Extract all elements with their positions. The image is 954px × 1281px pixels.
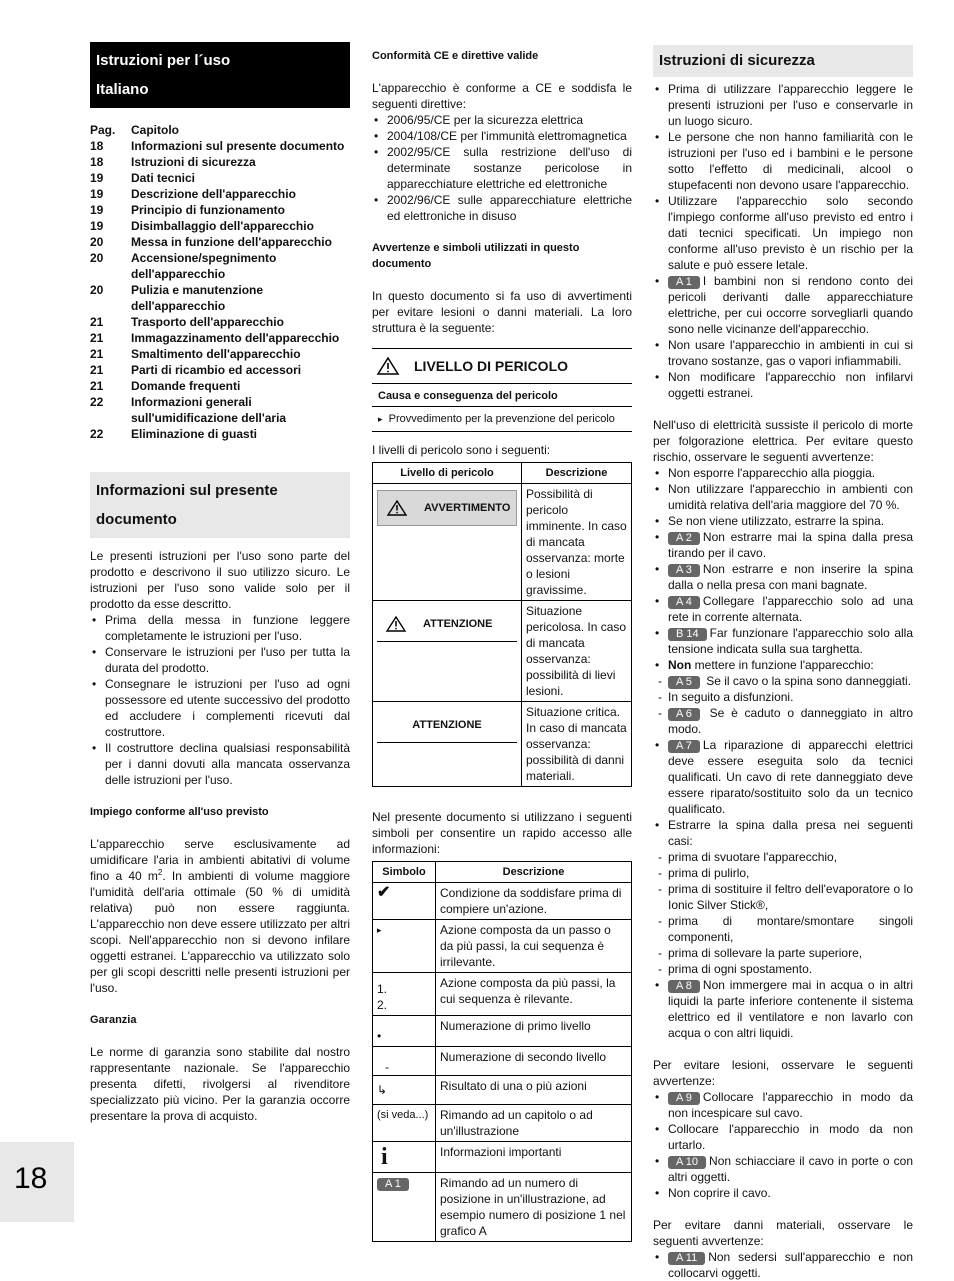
table-header-row [373,862,632,883]
toc-chapter: Domande frequenti [131,379,241,393]
table-row [373,601,632,702]
warnings-title: Avvertenze e simboli utilizzati in questo documento [372,242,580,270]
toc-page: 19 [90,171,104,185]
list-item: • A 3 Non estrarre e non inserire la spina dalla o nella presa con mani bagnate. [653,561,913,593]
toc-header [90,122,350,138]
sub-item: - prima di pulirlo, [658,865,913,881]
info-bullets [90,612,350,788]
column-left [90,42,350,1124]
toc-row [90,202,350,218]
table-row: (si veda...) Rimando ad un capitolo o ad un'illustrazione [373,1105,632,1142]
level-badge-notice: ATTENZIONE [377,708,517,743]
action-arrow-icon: ▸ [378,414,383,424]
toc-page: 21 [90,379,104,393]
list-item: • Non usare l'apparecchio in ambienti in cui si trovano sostanze, gas o vapori infiammabili. [653,337,913,369]
list-item: • A 1 I bambini non si rendono conto dei pericoli derivanti dalle apparecchiature elettriche, per cui occorre sorvegliarli quando sono nelle vicinanze dell'apparecchio. [653,273,913,337]
danger-measure: ▸ Provvedimento per la prevenzione del pericolo [378,413,615,425]
symbols-intro: Nel presente documento si utilizzano i seguenti simboli per consentire un rapido accesso alle informazioni: [372,810,632,856]
levels-intro: I livelli di pericolo sono i seguenti: [372,443,551,457]
toc-page: 21 [90,363,104,377]
toc-row [90,250,350,282]
toc-chapter: Smaltimento dell'apparecchio [131,347,301,361]
manual-header [90,42,350,108]
table-row: ✔ Condizione da soddisfare prima di compiere un'azione. [373,883,632,920]
list-item: • B 14 Far funzionare l'apparecchio solo alla tensione indicata sulla sua targhetta. [653,625,913,657]
warranty-text: Le norme di garanzia sono stabilite dal nostro rappresentante nazionale. Se l'apparecchio presenta difetti, rivolgersi al rivenditore specializzato più vicino. Per la garanzia occorre presentare la prova di acquisto. [90,1045,350,1123]
toc-row [90,362,350,378]
col-description: Descrizione [522,463,632,484]
col-level: Livello di pericolo [373,463,522,484]
dash-icon: - [373,1047,436,1076]
numbered-steps-symbol: 1. 2. [373,973,436,1016]
toc-chapter: Informazioni sul presente documento [131,139,345,153]
warning-triangle-icon [386,499,408,517]
section-title-safety: Istruzioni di sicurezza [653,45,913,77]
toc-chapter: Accensione/spegnimento dell'apparecchio [131,251,277,281]
list-item: • A 7 La riparazione di apparecchi elettrici deve essere eseguita solo da tecnici qualificati. Un cavo di rete danneggiato deve essere riparato/sostituito solo da un tecnico qualificato. [653,737,913,817]
action-arrow-icon: ▸ [373,920,436,973]
toc-page: 19 [90,203,104,217]
level-desc: Possibilità di pericolo imminente. In caso di mancata osservanza: morte o lesioni gravissime. [522,484,632,601]
list-item: • Non esporre l'apparecchio alla pioggia. [653,465,913,481]
sub-item: - prima di ogni spostamento. [658,961,913,977]
list-item: • Non coprire il cavo. [653,1185,913,1201]
toc-row [90,282,350,314]
table-row [373,702,632,787]
injury-intro: Per evitare lesioni, osservare le seguenti avvertenze: [653,1058,913,1088]
position-ref-symbol: A 1 [373,1173,436,1242]
column-middle [372,48,632,1242]
bullet-icon: • [373,1016,436,1047]
table-row: ↳ Risultato di una o più azioni [373,1076,632,1105]
toc-row [90,186,350,202]
damage-intro: Per evitare danni materiali, osservare le seguenti avvertenze: [653,1218,913,1248]
list-item: • 2002/96/CE sulle apparecchiature elettriche ed elettroniche in disuso [372,192,632,224]
toc-page: 18 [90,139,104,153]
toc-row [90,314,350,330]
list-item: • A 4 Collegare l'apparecchio solo ad una rete in corrente alternata. [653,593,913,625]
toc-page: 20 [90,235,104,249]
sub-item: - prima di montare/smontare singoli componenti, [658,913,913,945]
toc-chapter: Parti di ricambio ed accessori [131,363,302,377]
list-item: • Non mettere in funzione l'apparecchio: - A 5 Se il cavo o la spina sono danneggiati. - In seguito a disfunzioni. - A 6 Se è caduto o danneggiato in altro modo. [653,657,913,737]
toc-row [90,426,350,442]
toc-row [90,154,350,170]
safety-bullets [653,81,913,401]
toc-chapter: Istruzioni di sicurezza [131,155,256,169]
list-item: • Le persone che non hanno familiarità con le istruzioni per l'uso ed i bambini e le persone sotto l'effetto di medicinali, alcool o stupefacenti non devono usare l'apparecchio. [653,129,913,193]
sub-item: - prima di sollevare la parte superiore, [658,945,913,961]
toc-chapter: Informazioni generali sull'umidificazione dell'aria [131,395,287,425]
toc-row [90,330,350,346]
info-intro: Le presenti istruzioni per l'uso sono parte del prodotto e descrivono il suo utilizzo sicuro. Le istruzioni per l'uso sono valide solo per il prodotto da esse descritto. [90,549,350,611]
toc-page: 19 [90,219,104,233]
list-item: • A 11 Non sedersi sull'apparecchio e non collocarvi oggetti. [653,1249,913,1281]
toc-head-page: Pag. [90,123,116,137]
warranty-title: Garanzia [90,1014,137,1026]
danger-cause: Causa e conseguenza del pericolo [372,384,632,407]
toc-page: 21 [90,347,104,361]
table-row: - Numerazione di secondo livello [373,1047,632,1076]
col-symbol: Simbolo [373,862,436,883]
toc-row [90,170,350,186]
list-item: • A 2 Non estrarre mai la spina dalla presa tirando per il cavo. [653,529,913,561]
column-right [653,45,913,1281]
level-desc: Situazione pericolosa. In caso di mancata osservanza: possibilità di lievi lesioni. [522,601,632,702]
list-item: • Non utilizzare l'apparecchio in ambienti con umidità relativa dell'aria maggiore del 70 %. [653,481,913,513]
danger-heading [372,349,632,384]
toc-chapter: Eliminazione di guasti [131,427,258,441]
level-desc: Situazione critica. In caso di mancata osservanza: possibilità di danni materiali. [522,702,632,787]
toc-chapter: Descrizione dell'apparecchio [131,187,296,201]
table-row: ▸ Azione composta da un passo o da più passi, la cui sequenza è irrilevante. [373,920,632,973]
danger-structure-box [372,348,632,432]
warnings-text: In questo documento si fa uso di avvertimenti per evitare lesioni o danni materiali. La loro struttura è la seguente: [372,289,632,335]
list-item: • Collocare l'apparecchio in modo da non urtarlo. [653,1121,913,1153]
electric-intro: Nell'uso di elettricità sussiste il pericolo di morte per folgorazione elettrica. Per evitare questo rischio, osservare le seguenti avvertenze: [653,418,913,464]
toc-row [90,378,350,394]
toc-chapter: Messa in funzione dell'apparecchio [131,235,332,249]
toc-page: 22 [90,395,104,409]
damage-bullets [653,1249,913,1281]
list-item: • Prima della messa in funzione leggere completamente le istruzioni per l'uso. [90,612,350,644]
sub-item: - prima di svuotare l'apparecchio, [658,849,913,865]
electric-bullets [653,465,913,1041]
toc-page: 20 [90,251,104,265]
table-row: A 1 Rimando ad un numero di posizione in un'illustrazione, ad esempio numero di posizione 1 nel grafico A [373,1173,632,1242]
table-header-row [373,463,632,484]
list-item: • Consegnare le istruzioni per l'uso ad ogni possessore ed utente successivo del prodotto ed accludere i complementi ricevuti dal costruttore. [90,676,350,740]
header-title: Istruzioni per l´uso [96,52,231,69]
warning-triangle-icon [376,356,400,376]
toc-page: 21 [90,331,104,345]
toc-page: 22 [90,427,104,441]
toc-chapter: Immagazzinamento dell'apparecchio [131,331,340,345]
level-badge-caution: ATTENZIONE [377,607,517,642]
section-title-info: Informazioni sul presente documento [90,472,350,538]
toc-chapter: Pulizia e manutenzione dell'apparecchio [131,283,264,313]
list-item: • 2002/95/CE sulla restrizione dell'uso di determinate sostanze pericolose in apparecchiature elettriche ed elettroniche [372,144,632,192]
table-row [373,484,632,601]
ce-title: Conformità CE e direttive valide [372,50,539,62]
toc-row [90,138,350,154]
sub-item: - In seguito a disfunzioni. [658,689,913,705]
check-icon: ✔ [373,883,436,920]
toc-head-chapter: Capitolo [131,123,179,137]
list-item: • Non modificare l'apparecchio non infilarvi oggetti estranei. [653,369,913,401]
sub-list [658,849,913,977]
toc-chapter: Disimballaggio dell'apparecchio [131,219,314,233]
toc-page: 21 [90,315,104,329]
use-title: Impiego conforme all'uso previsto [90,806,269,818]
list-item: • Conservare le istruzioni per l'uso per tutta la durata del prodotto. [90,644,350,676]
table-of-contents [90,122,350,442]
list-item: • Il costruttore declina qualsiasi responsabilità per i danni dovuti alla mancata osservanza delle istruzioni per l'uso. [90,740,350,788]
list-item: • Se non viene utilizzato, estrarre la spina. [653,513,913,529]
use-text: L'apparecchio serve esclusivamente ad umidificare l'aria in ambienti abitativi di volume fino a 40 $m^2$. In ambienti di volume maggiore l'umidità dell'aria ottimale (50 % di umidità relativa) può non essere raggiunta. L'apparecchio non deve essere utilizzato per altri scopi. Nell'apparecchio non si devono infilare oggetti estranei. L'apparecchio va utilizzato solo per gli scopi descritti nelle presenti istruzioni per l'uso. [90,837,350,995]
result-arrow-icon: ↳ [373,1076,436,1105]
table-row: • Numerazione di primo livello [373,1016,632,1047]
sub-item: - A 6 Se è caduto o danneggiato in altro modo. [658,705,913,737]
page-number-box [0,1142,74,1222]
toc-chapter: Dati tecnici [131,171,196,185]
toc-chapter: Principio di funzionamento [131,203,285,217]
list-item: • Prima di utilizzare l'apparecchio leggere le presenti istruzioni per l'uso e conservarle in un luogo sicuro. [653,81,913,129]
list-item: • A 9 Collocare l'apparecchio in modo da non incespicare sul cavo. [653,1089,913,1121]
toc-page: 18 [90,155,104,169]
list-item: • A 10 Non schiacciare il cavo in porte o con altri oggetti. [653,1153,913,1185]
toc-page: 19 [90,187,104,201]
see-reference-symbol: (si veda...) [373,1105,436,1142]
list-item: • A 8 Non immergere mai in acqua o in altri liquidi la parte inferiore contenente il sistema elettrico ed il ventilatore e non lavarlo con acqua o con altri liquidi. [653,977,913,1041]
table-row: i Informazioni importanti [373,1142,632,1173]
toc-row [90,346,350,362]
toc-row [90,234,350,250]
sub-item: - A 5 Se il cavo o la spina sono danneggiati. [658,673,913,689]
danger-levels-table [372,462,632,787]
danger-level-label: LIVELLO DI PERICOLO [414,358,569,374]
toc-page: 20 [90,283,104,297]
warning-triangle-icon [385,615,407,633]
ce-bullets [372,112,632,224]
list-item: • Estrarre la spina dalla presa nei seguenti casi: - prima di svuotare l'apparecchio, - prima di pulirlo, - prima di sostituire il feltro dell'evaporatore o lo Ionic Silver Stick®, - prima di montare/smontare singoli componenti, - prima di sollevare la parte superiore, - prima di ogni spostamento. [653,817,913,977]
info-icon: i [373,1142,436,1173]
level-badge-warning: AVVERTIMENTO [377,490,517,526]
ce-intro: L'apparecchio è conforme a CE e soddisfa le seguenti direttive: [372,81,632,111]
list-item: • Utilizzare l'apparecchio solo secondo l'impiego conforme all'uso previsto ed entro i dati tecnici specificati. Un impiego non conforme all'uso previsto è un rischio per la salute e può essere letale. [653,193,913,273]
sub-list [658,673,913,737]
table-row: 1. 2. Azione composta da più passi, la cui sequenza è rilevante. [373,973,632,1016]
list-item: • 2004/108/CE per l'immunità elettromagnetica [372,128,632,144]
toc-row [90,394,350,426]
toc-chapter: Trasporto dell'apparecchio [131,315,284,329]
page-number: 18 [14,1162,48,1195]
symbols-table [372,861,632,1242]
sub-item: - prima di sostituire il feltro dell'evaporatore o lo Ionic Silver Stick®, [658,881,913,913]
toc-row [90,218,350,234]
list-item: • 2006/95/CE per la sicurezza elettrica [372,112,632,128]
header-language: Italiano [96,81,149,98]
injury-bullets [653,1089,913,1201]
col-description: Descrizione [436,862,632,883]
